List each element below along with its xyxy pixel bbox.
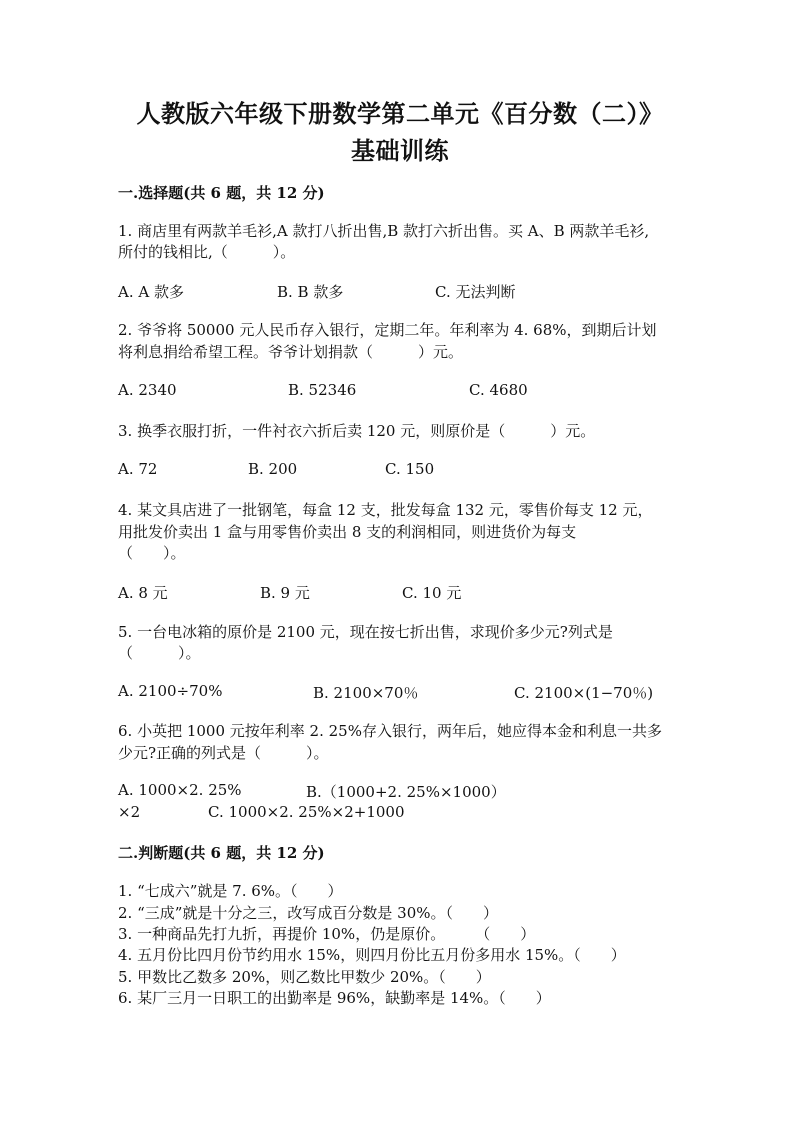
question-5-line-2: （ ）。 [118,644,201,662]
question-1-option-c: C. 无法判断 [435,283,516,301]
question-2-option-b: B. 52346 [288,381,357,399]
question-1-line-2: 所付的钱相比,（ ）。 [118,243,296,261]
question-1-option-a: A. A 款多 [118,283,184,301]
question-2-option-a: A. 2340 [118,381,177,399]
question-5-line-1: 5. 一台电冰箱的原价是 2100 元，现在按七折出售，求现价多少元?列式是 [118,623,613,641]
question-6-option-b-continued: ×2 [118,803,141,821]
question-4-option-b: B. 9 元 [260,584,310,602]
section-heading-choice: 一.选择题(共 6 题，共 12 分) [118,184,325,202]
judgment-item-5: 5. 甲数比乙数多 20%，则乙数比甲数少 20%。（ ） [118,968,491,986]
question-3-line-1: 3. 换季衣服打折，一件衬衣六折后卖 120 元，则原价是（ ）元。 [118,422,596,440]
question-5-option-c: C. 2100×(1−70％) [514,684,654,702]
judgment-item-3: 3. 一种商品先打九折，再提价 10%，仍是原价。 （ ） [118,925,536,943]
judgment-item-6: 6. 某厂三月一日职工的出勤率是 96%，缺勤率是 14%。（ ） [118,989,551,1007]
question-3-option-b: B. 200 [248,460,298,478]
question-5-option-a: A. 2100÷70% [118,682,223,700]
question-6-option-c: C. 1000×2. 25%×2+1000 [208,803,405,821]
question-6-line-2: 少元?正确的列式是（ ）。 [118,744,329,762]
question-2-line-1: 2. 爷爷将 50000 元人民币存入银行，定期二年。年利率为 4. 68%，到期后计划 [118,321,657,339]
judgment-item-4: 4. 五月份比四月份节约用水 15%，则四月份比五月份多用水 15%。（ ） [118,946,626,964]
question-6-line-1: 6. 小英把 1000 元按年利率 2. 25%存入银行，两年后，她应得本金和利息一共多 [118,722,662,740]
question-6-option-a: A. 1000×2. 25% [118,781,242,799]
question-3-option-a: A. 72 [118,460,158,478]
question-4-line-1: 4. 某文具店进了一批钢笔，每盒 12 支，批发每盒 132 元，零售价每支 12 元， [118,501,653,519]
question-4-line-2: 用批发价卖出 1 盒与用零售价卖出 8 支的利润相同，则进货价为每支 [118,523,577,541]
question-4-option-a: A. 8 元 [118,584,168,602]
question-3-option-c: C. 150 [385,460,435,478]
page-subtitle: 基础训练 [351,136,449,165]
question-6-option-b: B.（1000+2. 25%×1000） [306,783,506,801]
question-1-option-b: B. B 款多 [277,283,344,301]
question-4-option-c: C. 10 元 [402,584,462,602]
question-2-option-c: C. 4680 [469,381,528,399]
question-4-line-3: （ ）。 [118,544,186,562]
question-1-line-1: 1. 商店里有两款羊毛衫,A 款打八折出售,B 款打六折出售。买 A、B 两款羊毛衫, [118,222,650,240]
section-heading-judgment: 二.判断题(共 6 题，共 12 分) [118,844,325,862]
question-5-option-b: B. 2100×70％ [313,684,419,702]
judgment-item-2: 2. “三成”就是十分之三，改写成百分数是 30%。（ ） [118,904,499,922]
page-title: 人教版六年级下册数学第二单元《百分数（二）》 [136,99,664,128]
question-2-line-2: 将利息捐给希望工程。爷爷计划捐款（ ）元。 [118,343,464,361]
judgment-item-1: 1. “七成六”就是 7. 6%。（ ） [118,882,343,900]
